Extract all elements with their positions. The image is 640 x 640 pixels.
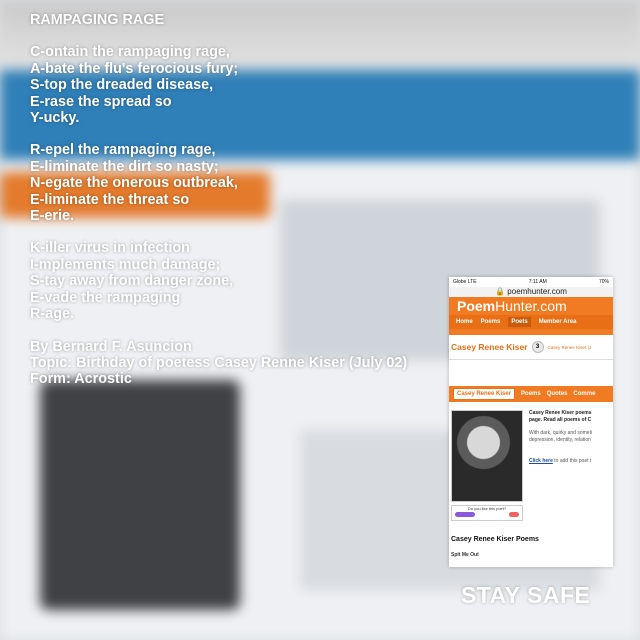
poem-block [30,12,450,388]
nav-member-area[interactable]: Member Area [538,319,577,325]
site-header [449,297,613,335]
site-logo[interactable]: PoemHunter.com [457,298,567,314]
click-here-rest: to add this poet t [554,458,592,464]
rank-badge: 3 [532,341,544,353]
author-photo [451,410,523,502]
author-tabs [449,386,613,402]
url-bar[interactable] [449,287,613,297]
phone-screenshot [449,277,613,567]
poem-line: K-iller virus in infection [30,240,190,257]
poem-line: Y-ucky. [30,110,80,127]
poem-title: RAMPAGING RAGE [30,12,165,28]
poem-line: S-tay away from danger zone, [30,273,234,290]
tab-comments[interactable]: Comme [573,391,596,397]
author-name: Casey Renee Kiser [451,342,528,352]
status-bar [449,277,613,287]
dislike-button[interactable] [509,512,519,517]
stay-safe-caption: STAY SAFE [461,582,591,608]
stanza-2 [30,142,450,224]
author-bio [529,410,605,528]
like-widget [451,505,523,521]
poem-line: N-egate the onerous outbreak, [30,175,238,192]
bio-text: With dark, quirky and someti depression, identity, relation [529,430,593,443]
byline: By Bernard F. Asuncion [30,338,192,355]
lock-icon: 🔒 [495,287,506,296]
poem-line: S-top the dreaded disease, [30,77,214,94]
poem-line: I-mplements much damage; [30,256,221,273]
poem-line: E-vade the rampaging [30,289,181,306]
carrier-label: Globe LTE [453,279,477,285]
site-nav [449,315,613,329]
url-text: poemhunter.com [507,287,567,296]
like-button[interactable] [455,512,475,517]
breadcrumb[interactable]: Casey Renee Kiser (J [547,344,592,350]
click-here-link[interactable]: Click here [529,458,553,464]
poems-heading: Casey Renee Kiser Poems [451,536,539,543]
poem-line: E-liminate the dirt so nasty; [30,158,219,175]
poem-line: E-rase the spread so [30,93,172,110]
poem-list-item[interactable]: Spit Me Out [451,552,479,558]
topic-line: Topic: Birthday of poetess Casey Renne Kiser (July 02) [30,354,408,371]
tab-poems[interactable]: Poems [521,391,541,397]
profile-section [449,402,613,528]
poem-line: C-ontain the rampaging rage, [30,44,230,61]
battery-label: 70% [598,279,609,285]
tab-quotes[interactable]: Quotes [546,391,568,397]
bio-intro: Casey Renee Kiser poems page. Read all poems of C [529,410,592,423]
nav-home[interactable]: Home [456,319,473,325]
clock-label: 7:11 AM [528,279,547,285]
poem-line: E-liminate the threat so [30,191,190,208]
stanza-1 [30,44,450,126]
tab-author[interactable]: Casey Renee Kiser [453,388,515,400]
poem-line: A-bate the flu's ferocious fury; [30,60,239,77]
author-header [449,335,613,360]
poem-line: R-age. [30,306,74,323]
stanza-3 [30,240,450,322]
nav-poets[interactable]: Poets [508,317,530,327]
like-question: Do you like this poet? [467,506,507,511]
poem-line: E-erie. [30,208,74,225]
poem-line: R-epel the rampaging rage, [30,142,216,159]
form-line: Form: Acrostic [30,371,132,388]
nav-poems[interactable]: Poems [480,319,501,325]
